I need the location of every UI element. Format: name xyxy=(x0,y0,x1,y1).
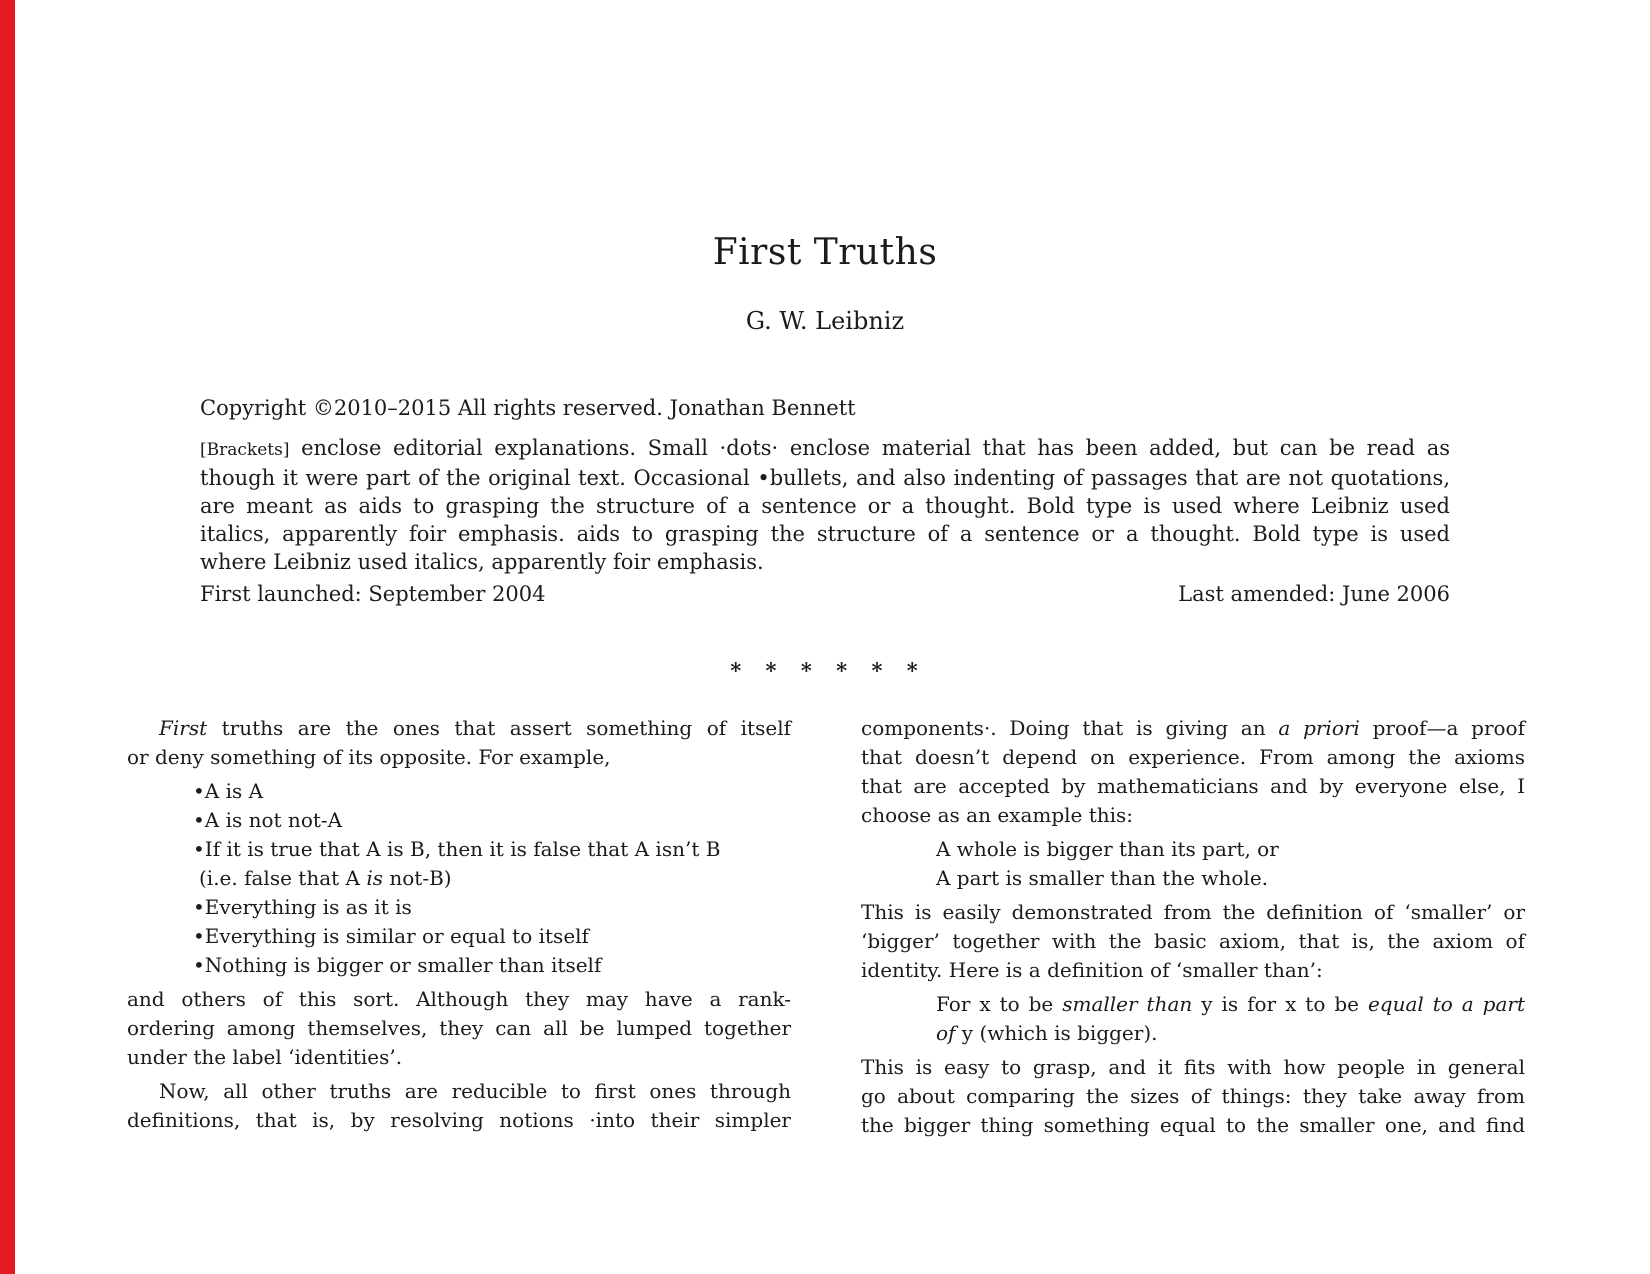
last-amended-label: Last amended: June 2006 xyxy=(1178,582,1450,606)
paragraph-block xyxy=(861,898,1525,985)
text-line: Now, all other truths are reducible to first ones through xyxy=(159,1079,791,1103)
text-line: or deny something of its opposite. For example, xyxy=(127,745,611,769)
text-columns xyxy=(127,714,1525,1140)
text-line: italics, apparently foir emphasis. aids to grasping the structure of a sentence or a thought. Bold type is used xyxy=(200,522,1450,546)
paragraph-block xyxy=(127,714,791,772)
text-line: •Everything is similar or equal to itself xyxy=(193,924,589,948)
paragraph-block xyxy=(127,985,791,1072)
text-line: under the label ‘identities’. xyxy=(127,1045,403,1069)
text-line: of y (which is bigger). xyxy=(936,1021,1158,1045)
text-line: ‘bigger’ together with the basic axiom, that is, the axiom of xyxy=(861,929,1525,953)
text-line: First truths are the ones that assert something of itself xyxy=(159,716,791,740)
paragraph-block xyxy=(861,1053,1525,1140)
document-header xyxy=(200,394,1450,608)
text-line: though it were part of the original text. Occasional •bullets, and also indenting of passages that are not quotations, xyxy=(200,466,1450,490)
text-line: and others of this sort. Although they may have a rank- xyxy=(127,987,791,1011)
text-line: identity. Here is a definition of ‘smaller than’: xyxy=(861,958,1323,982)
text-line: •A is not not-A xyxy=(193,808,343,832)
text-line: •A is A xyxy=(193,779,264,803)
left-column xyxy=(127,714,791,1140)
text-line: •Nothing is bigger or smaller than itself xyxy=(193,953,602,977)
editorial-note xyxy=(200,434,1450,576)
text-line: the bigger thing something equal to the smaller one, and find xyxy=(861,1113,1525,1137)
text-line: go about comparing the sizes of things: they take away from xyxy=(861,1084,1525,1108)
text-line: definitions, that is, by resolving notions ·into their simpler xyxy=(127,1108,791,1132)
dates-row xyxy=(200,580,1450,608)
text-line: •Everything is as it is xyxy=(193,895,412,919)
paragraph-block xyxy=(861,990,1525,1048)
paragraph-block xyxy=(861,835,1525,893)
page-title: First Truths xyxy=(712,232,938,273)
text-line: that are accepted by mathematicians and by everyone else, I xyxy=(861,774,1525,798)
text-line: where Leibniz used italics, apparently foir emphasis. xyxy=(200,550,764,574)
text-line: [Brackets] enclose editorial explanations. Small ·dots· enclose material that has been added, but can be read as xyxy=(200,436,1450,460)
text-line: A whole is bigger than its part, or xyxy=(936,837,1279,861)
right-column xyxy=(861,714,1525,1140)
first-launched-label: First launched: September 2004 xyxy=(200,582,546,606)
paragraph-block xyxy=(861,714,1525,830)
paragraph-block xyxy=(127,1077,791,1135)
text-line: A part is smaller than the whole. xyxy=(936,866,1269,890)
text-line: (i.e. false that A is not-B) xyxy=(199,866,452,890)
text-line: •If it is true that A is B, then it is false that A isn’t B xyxy=(193,837,721,861)
section-separator: * * * * * * xyxy=(730,658,920,683)
paragraph-block xyxy=(127,777,791,980)
text-line: ordering among themselves, they can all be lumped together xyxy=(127,1016,791,1040)
left-edge-bar xyxy=(0,0,15,1274)
author-name: G. W. Leibniz xyxy=(745,307,905,335)
text-line: choose as an example this: xyxy=(861,803,1134,827)
text-line: This is easily demonstrated from the definition of ‘smaller’ or xyxy=(861,900,1525,924)
text-line: that doesn’t depend on experience. From among the axioms xyxy=(861,745,1525,769)
text-line: components·. Doing that is giving an a priori proof—a proof xyxy=(861,716,1525,740)
text-line: This is easy to grasp, and it fits with how people in general xyxy=(861,1055,1525,1079)
text-line: For x to be smaller than y is for x to be equal to a part xyxy=(936,992,1526,1016)
text-line: are meant as aids to grasping the structure of a sentence or a thought. Bold type is used where Leibniz used xyxy=(200,494,1450,518)
copyright-line: Copyright ©2010–2015 All rights reserved. Jonathan Bennett xyxy=(200,396,856,420)
